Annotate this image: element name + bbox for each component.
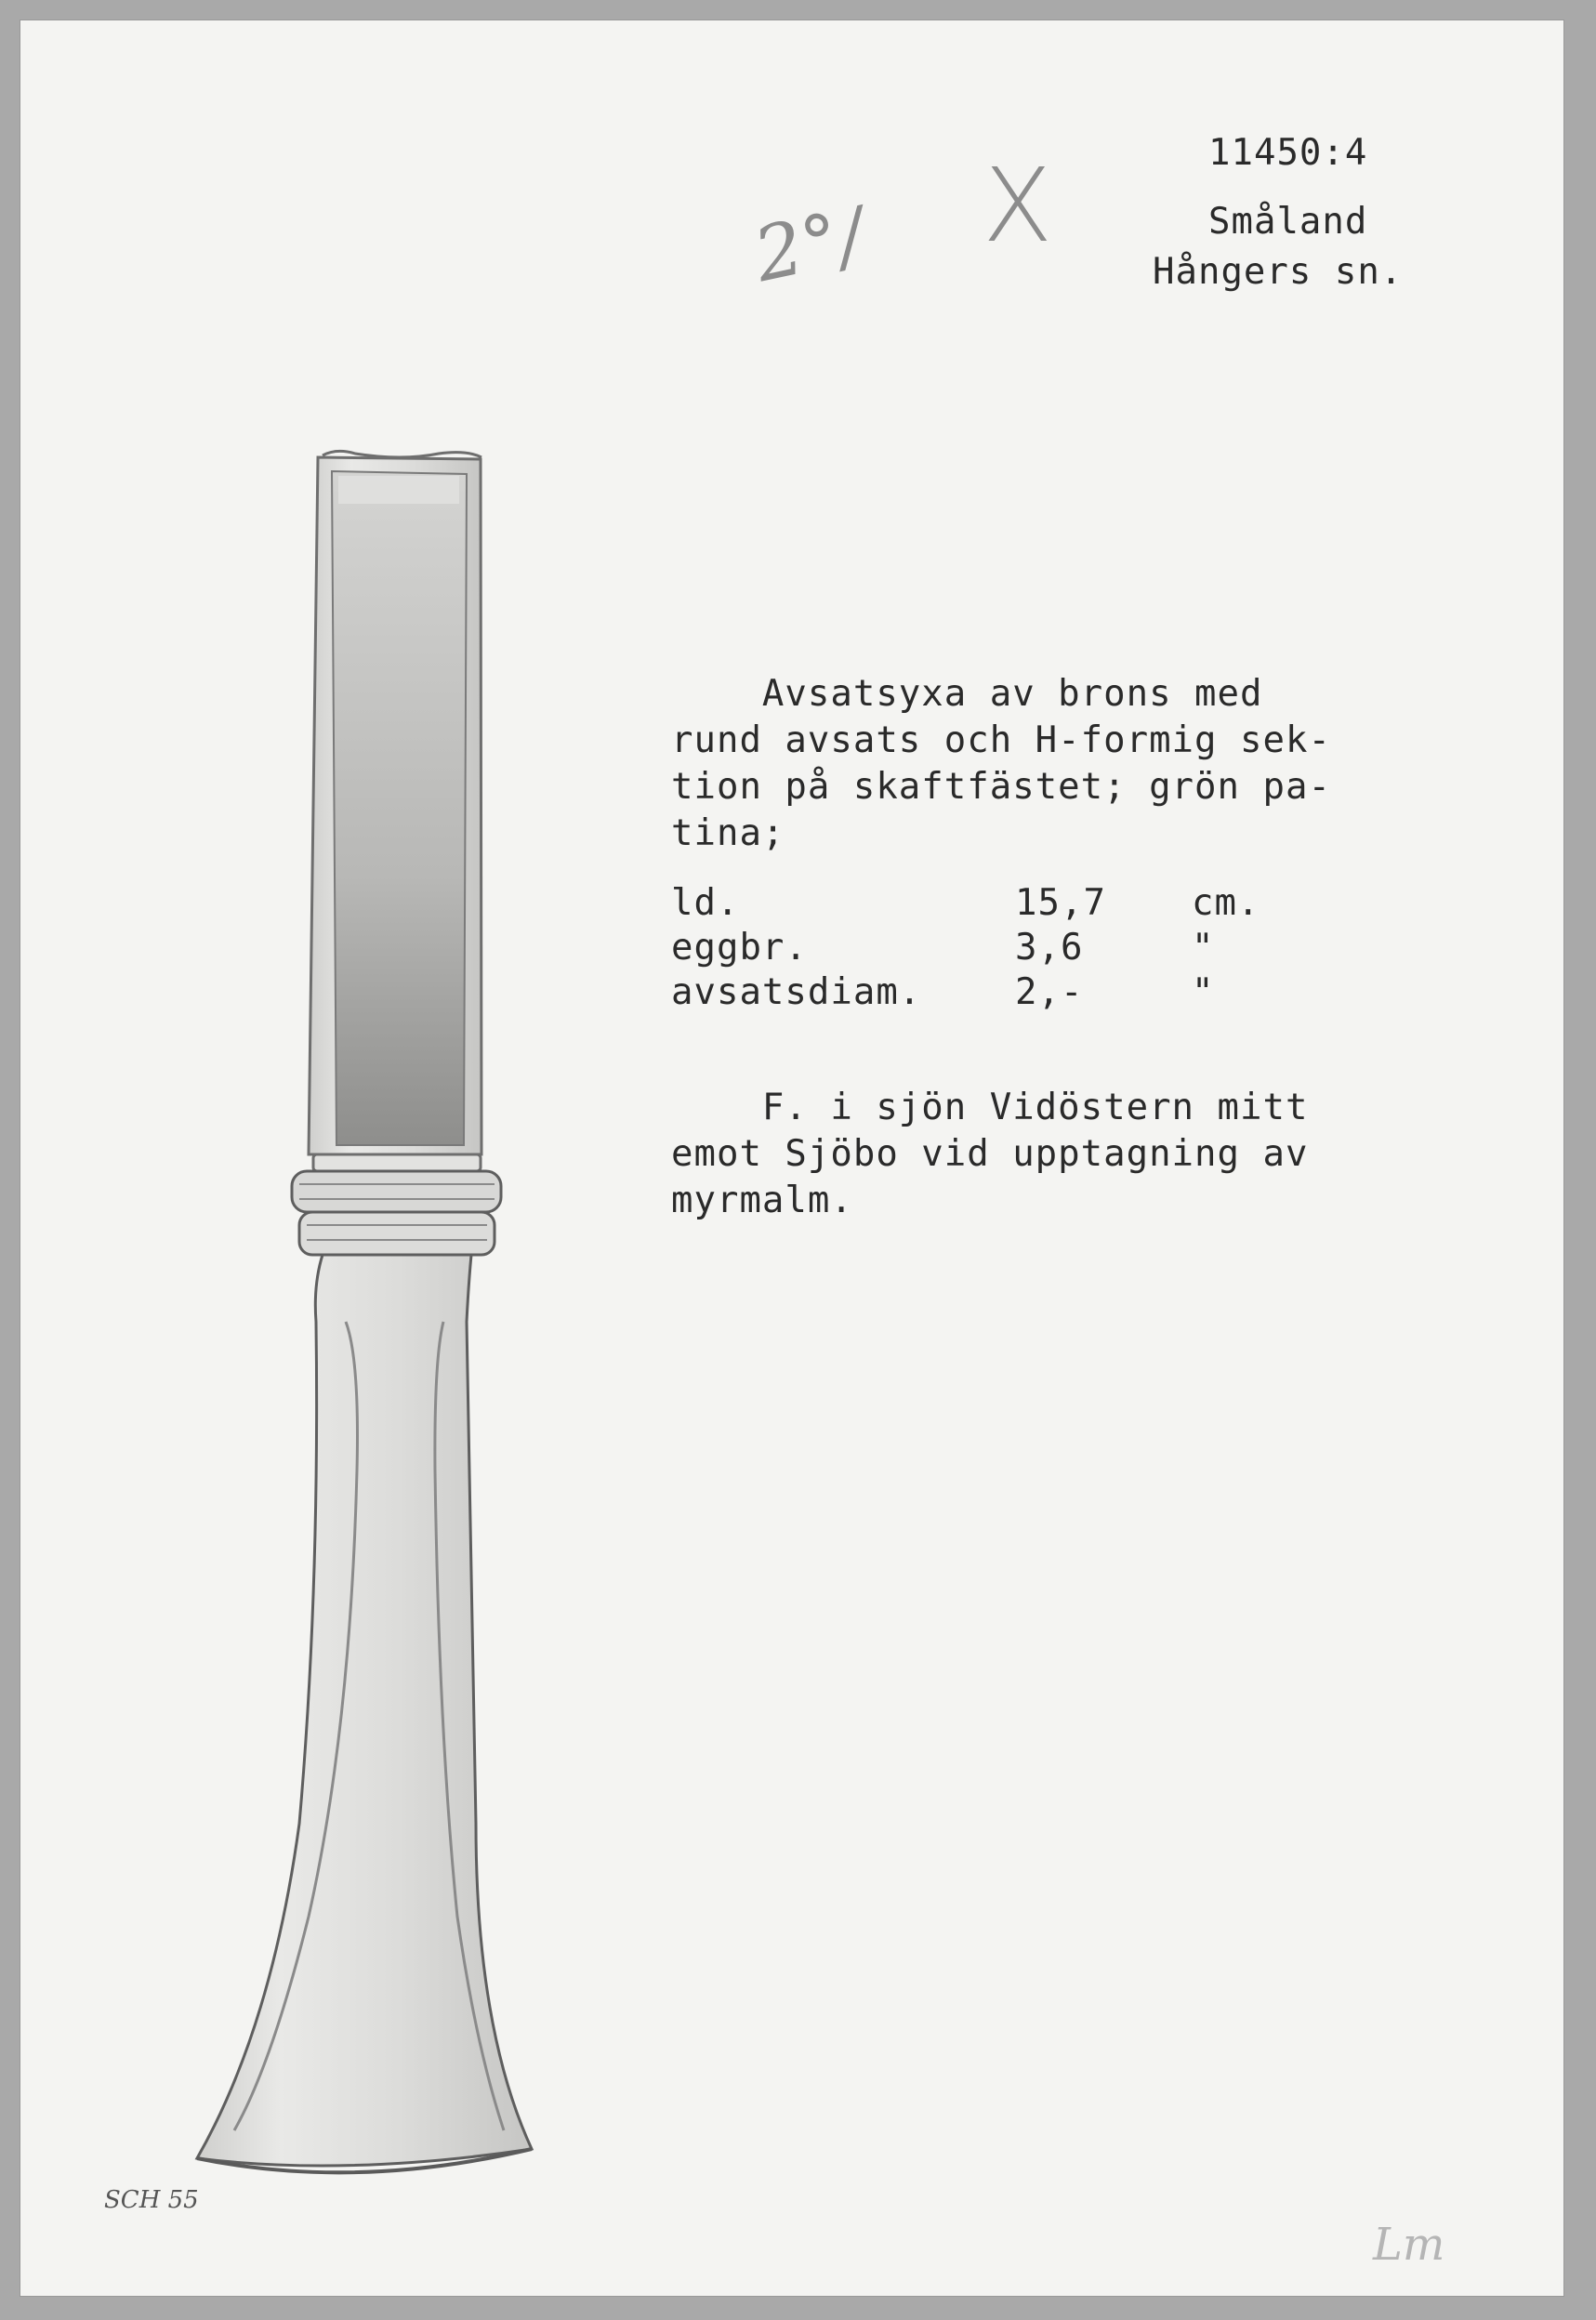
measurement-label: avsatsdiam. (671, 971, 922, 1013)
pencil-mark-left: 2°/ (746, 191, 873, 299)
axe-drawing (160, 429, 606, 2195)
catalog-number: 11450:4 (1208, 132, 1368, 174)
measurement-row (671, 969, 1214, 1016)
description-line: tion på skaftfästet; grön pa- (671, 766, 1331, 808)
measurement-value: 2,- (1015, 971, 1084, 1013)
description-line: rund avsats och H-formig sek- (671, 719, 1331, 761)
description-line: Avsatsyxa av brons med (671, 673, 1263, 715)
measurement-unit: " (1192, 971, 1215, 1013)
measurements-table (671, 880, 1322, 1029)
measurement-row (671, 880, 1260, 927)
initials-mark: Lm (1373, 2219, 1445, 2271)
artist-signature: SCH 55 (104, 2186, 199, 2214)
measurement-label: eggbr. (671, 927, 808, 969)
find-line: myrmalm. (671, 1180, 853, 1221)
find-line: emot Sjöbo vid upptagning av (671, 1133, 1309, 1175)
measurement-value: 3,6 (1015, 927, 1084, 969)
measurement-value: 15,7 (1015, 882, 1106, 924)
parish: Hångers sn. (1153, 251, 1404, 293)
measurement-row (671, 925, 1214, 971)
measurement-unit: cm. (1192, 882, 1260, 924)
province: Småland (1208, 201, 1368, 243)
description-line: tina; (671, 812, 785, 854)
measurement-unit: " (1192, 927, 1215, 969)
measurement-label: ld. (671, 882, 740, 924)
catalog-card (20, 20, 1563, 2296)
find-line: F. i sjön Vidöstern mitt (671, 1087, 1309, 1128)
pencil-mark-cross: X (983, 146, 1053, 265)
